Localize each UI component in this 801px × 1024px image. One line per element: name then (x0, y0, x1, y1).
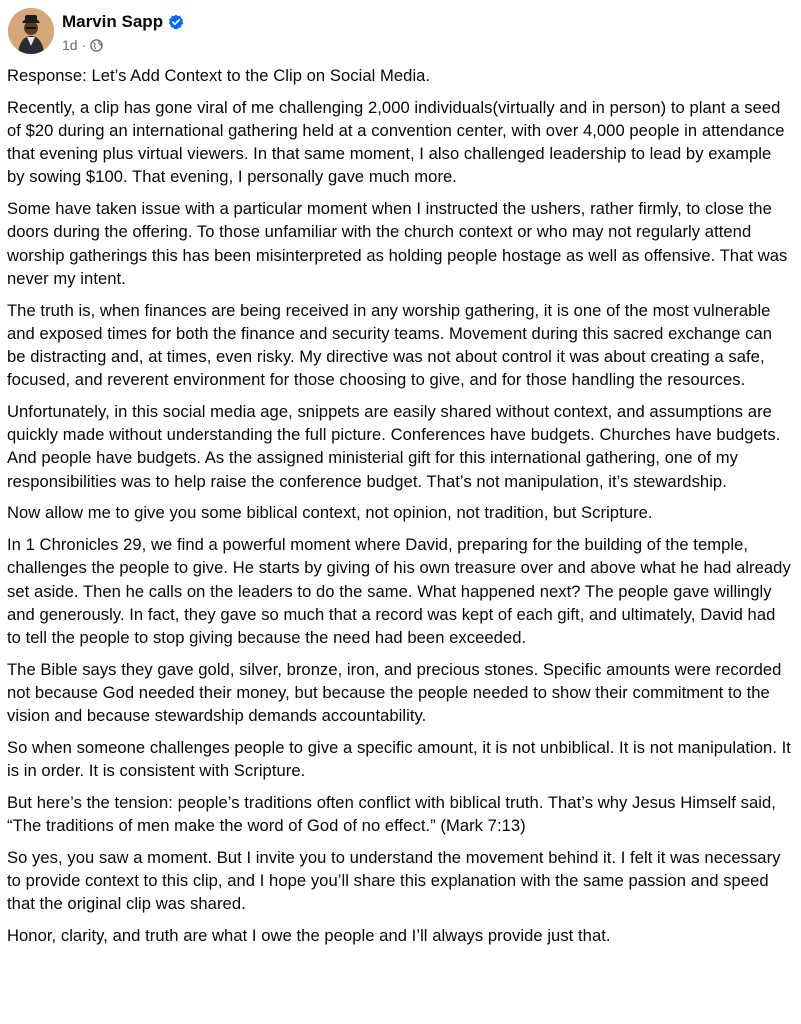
post-paragraph: The truth is, when finances are being received in any worship gathering, it is one of the most vulnerable and exposed times for both the finance and security teams. Movement during this sacred exchange can be distracting and, at times, even risky. My directive was not about control it was about creating a safe, focused, and reverent environment for those choosing to give, and for those handling the resources. (7, 300, 773, 390)
post-header (8, 8, 184, 60)
post-paragraph: Now allow me to give you some biblical context, not opinion, not tradition, but Scripture. (7, 503, 653, 523)
post-paragraph: The Bible says they gave gold, silver, bronze, iron, and precious stones. Specific amounts were recorded not because God needed their money, but because the people needed to show their commitment to the vision and because stewardship demands accountability. (7, 659, 782, 726)
post-body (7, 64, 793, 956)
post-paragraph: Recently, a clip has gone viral of me challenging 2,000 individuals(virtually and in person) to plant a seed of $20 during an international gathering held at a convention center, with over 4,000 people in attendance that evening plus virtual viewers. In that same moment, I also challenged leadership to lead by example by sowing $100. That evening, I personally gave much more. (7, 97, 785, 187)
globe-icon[interactable] (90, 39, 103, 52)
post-paragraph: Response: Let’s Add Context to the Clip on Social Media. (7, 66, 431, 85)
author-name[interactable]: Marvin Sapp (62, 12, 164, 31)
post-paragraph: So when someone challenges people to give a specific amount, it is not unbiblical. It is not manipulation. It is in order. It is consistent with Scripture. (7, 738, 791, 781)
verified-badge-icon (168, 14, 184, 30)
post-paragraph: Honor, clarity, and truth are what I owe the people and I’ll always provide just that. (7, 926, 611, 946)
post-paragraph: So yes, you saw a moment. But I invite you to understand the movement behind it. I felt it was necessary to provide context to this clip, and I hope you’ll share this explanation with the same passion and speed that the original clip was shared. (7, 848, 781, 914)
post-paragraph: In 1 Chronicles 29, we find a powerful moment where David, preparing for the building of the temple, challenges the people to give. He starts by giving of his own treasure over and above what he had already set aside. Then he calls on the leaders to do the same. What happened next? The people gave willingly and generously. In fact, they gave so much that a record was kept of each gift, and ultimately, David had to tell the people to stop giving because the need had been exceeded. (7, 535, 791, 648)
meta-separator: · (81, 37, 87, 53)
post-paragraph: Unfortunately, in this social media age, snippets are easily shared without context, and assumptions are quickly made without understanding the full picture. Conferences have budgets. Churches have budgets. And people have budgets. As the assigned ministerial gift for this international gathering, one of my responsibilities was to help raise the conference budget. That’s not manipulation, it’s stewardship. (7, 402, 781, 491)
avatar[interactable] (8, 8, 54, 54)
post-paragraph: But here’s the tension: people’s traditions often conflict with biblical truth. That’s why Jesus Himself said, “The traditions of men make the word of God of no effect.” (Mark 7:13) (7, 793, 776, 836)
post-paragraph: Some have taken issue with a particular moment when I instructed the ushers, rather firmly, to close the doors during the offering. To those unfamiliar with the church context or who may not regularly attend worship gatherings this has been misinterpreted as holding people hostage as well as offensive. That was never my intent. (7, 199, 788, 288)
avatar-image (8, 8, 54, 54)
post-time[interactable]: 1d (62, 37, 78, 53)
